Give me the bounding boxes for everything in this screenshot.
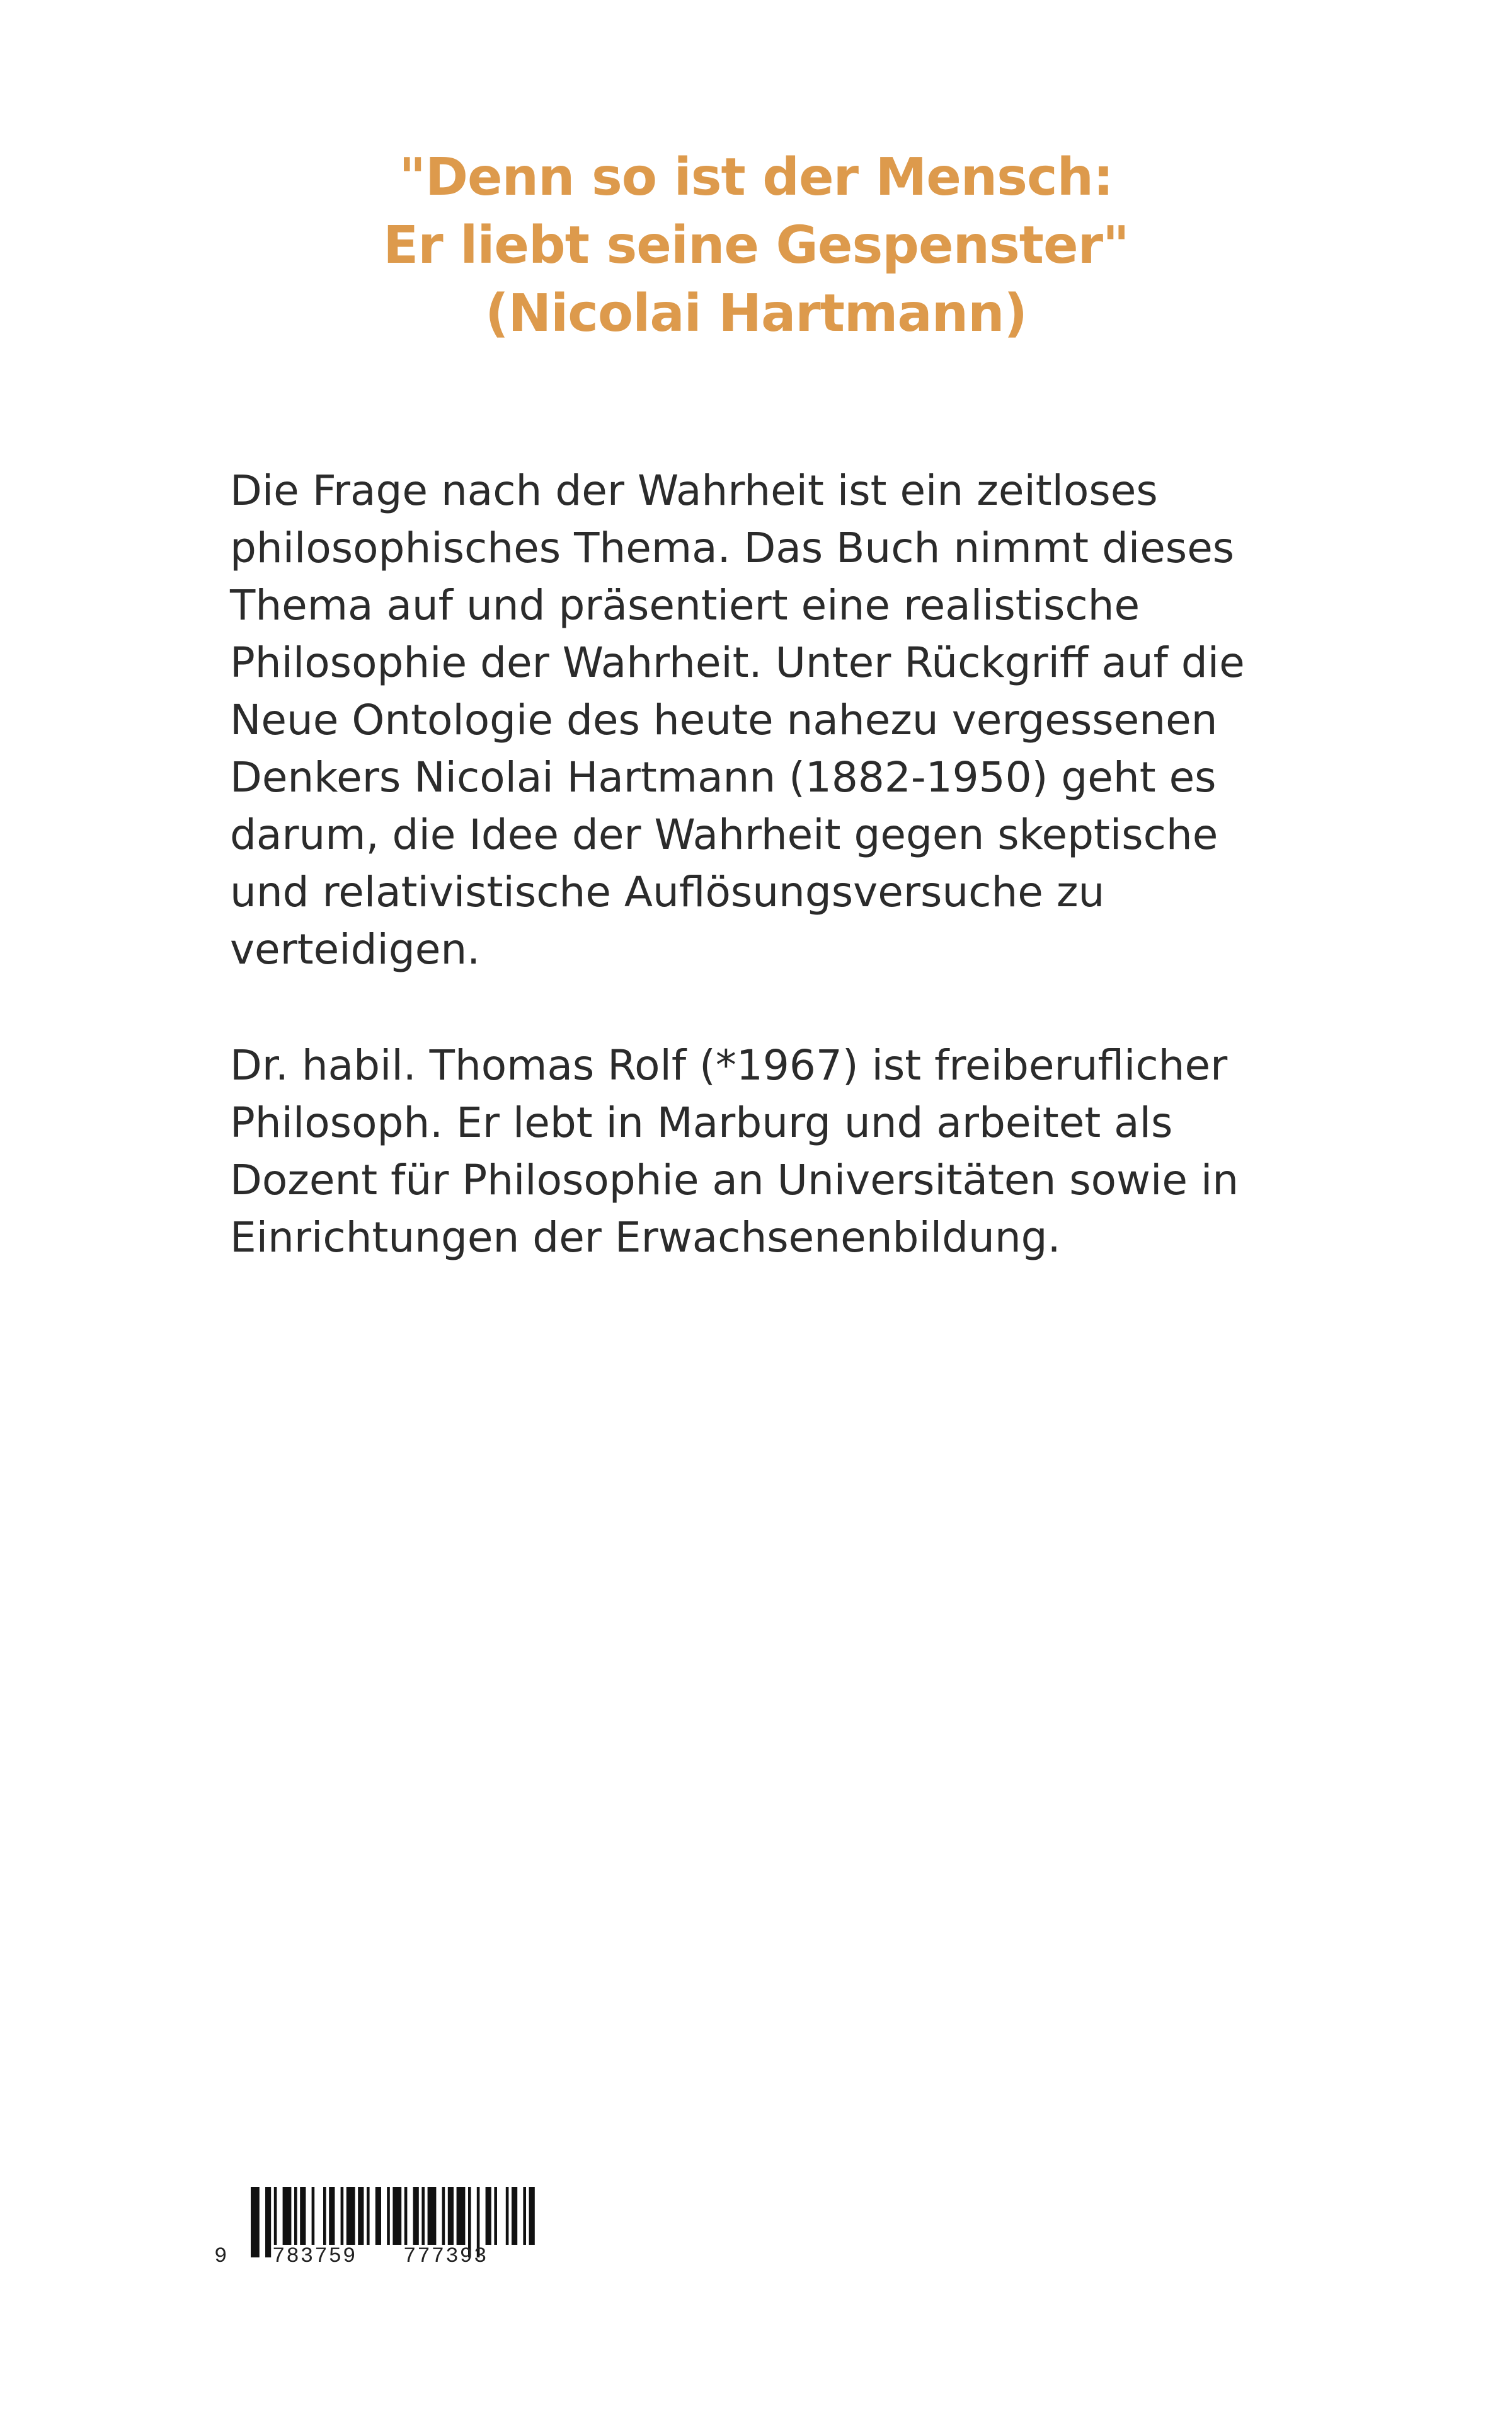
description-line: und relativistische Auflösungsversuche zu <box>230 868 1105 916</box>
isbn-barcode <box>214 2187 542 2281</box>
barcode-bar <box>367 2187 370 2245</box>
description-line: Die Frage nach der Wahrheit ist ein zeitloses <box>230 466 1158 515</box>
barcode-bar <box>448 2187 454 2245</box>
barcode-bar <box>341 2187 344 2245</box>
barcode-bar <box>265 2187 271 2257</box>
barcode-bar <box>392 2187 401 2245</box>
barcode-bar <box>523 2187 526 2245</box>
barcode-bar <box>358 2187 364 2245</box>
barcode-bar <box>442 2187 445 2245</box>
barcode-bar <box>512 2187 517 2245</box>
barcode-first-digit: 9 <box>214 2245 229 2269</box>
bio-line: Philosoph. Er lebt in Marburg und arbeitet als <box>230 1098 1173 1147</box>
barcode-bar <box>421 2187 425 2245</box>
barcode-bar <box>457 2187 466 2245</box>
description-line: Thema auf und präsentiert eine realistische <box>230 581 1140 630</box>
barcode-bar <box>428 2187 437 2245</box>
barcode-bar <box>529 2187 535 2245</box>
barcode-bar <box>413 2187 419 2245</box>
barcode-bar <box>294 2187 297 2245</box>
cover-quote <box>0 144 1512 348</box>
barcode-bar <box>329 2187 335 2245</box>
barcode-bar <box>506 2187 509 2245</box>
barcode-bar <box>346 2187 355 2245</box>
barcode-bar <box>323 2187 326 2245</box>
bio-line: Dozent für Philosophie an Universitäten sowie in <box>230 1156 1239 1204</box>
book-description <box>230 462 1314 978</box>
description-line: Neue Ontologie des heute nahezu vergessenen <box>230 696 1218 744</box>
author-bio <box>230 1037 1314 1266</box>
description-line: Philosophie der Wahrheit. Unter Rückgriff auf die <box>230 638 1245 687</box>
barcode-bar <box>387 2187 390 2245</box>
bio-line: Einrichtungen der Erwachsenenbildung. <box>230 1213 1061 1262</box>
description-line: darum, die Idee der Wahrheit gegen skeptische <box>230 810 1218 859</box>
quote-line: "Denn so ist der Mensch: <box>399 147 1113 207</box>
barcode-bar <box>375 2187 381 2245</box>
bio-line: Dr. habil. Thomas Rolf (*1967) ist freiberuflicher <box>230 1041 1228 1090</box>
barcode-bar <box>251 2187 260 2257</box>
description-line: philosophisches Thema. Das Buch nimmt dieses <box>230 524 1235 572</box>
quote-attribution: (Nicolai Hartmann) <box>485 284 1027 343</box>
barcode-left-digits: 783759 <box>272 2245 357 2269</box>
barcode-right-digits: 777393 <box>403 2245 488 2269</box>
description-line: verteidigen. <box>230 925 481 974</box>
barcode-bar <box>300 2187 306 2245</box>
barcode-bar <box>312 2187 315 2245</box>
barcode-bar <box>404 2187 408 2245</box>
barcode-bars <box>214 2187 542 2281</box>
barcode-bar <box>494 2187 497 2245</box>
barcode-bar <box>486 2187 491 2245</box>
barcode-bar <box>274 2187 277 2245</box>
barcode-bar <box>283 2187 292 2245</box>
description-line: Denkers Nicolai Hartmann (1882-1950) geht es <box>230 753 1217 802</box>
quote-line: Er liebt seine Gespenster" <box>383 216 1129 275</box>
